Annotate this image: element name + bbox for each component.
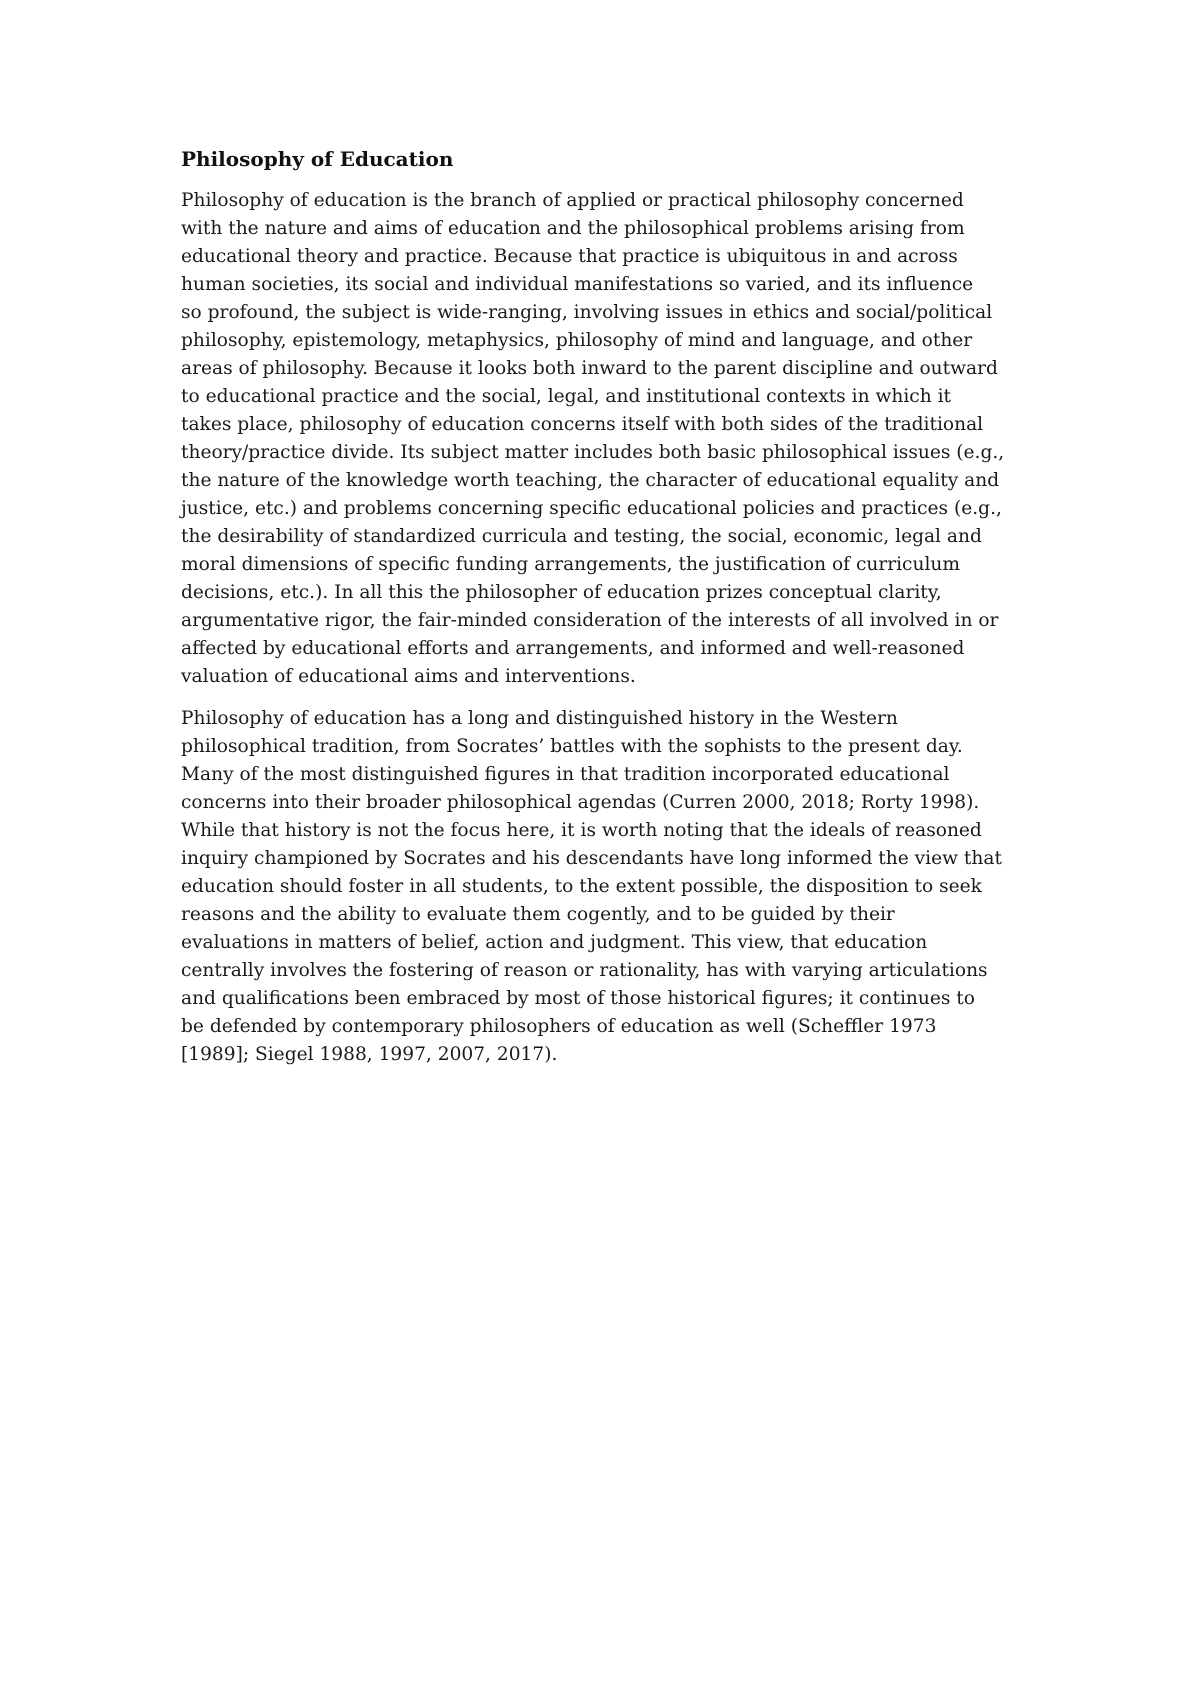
text-line: human societies, its social and individual manifestations so varied, and its influence [181, 274, 974, 295]
text-line: decisions, etc.). In all this the philosopher of education prizes conceptual clarity, [181, 582, 942, 603]
text-line: takes place, philosophy of education concerns itself with both sides of the traditional [181, 414, 984, 435]
paragraph-1 [181, 187, 1031, 691]
text-line: reasons and the ability to evaluate them cogently, and to be guided by their [181, 904, 895, 925]
text-line: Philosophy of education is the branch of applied or practical philosophy concerned [181, 190, 964, 211]
text-line: theory/practice divide. Its subject matter includes both basic philosophical issues (e.g., [181, 442, 1005, 463]
text-line: educational theory and practice. Because that practice is ubiquitous in and across [181, 246, 958, 267]
document-title: Philosophy of Education [181, 147, 454, 171]
text-line: affected by educational efforts and arrangements, and informed and well-reasoned [181, 638, 965, 659]
text-line: valuation of educational aims and interventions. [181, 666, 636, 687]
text-line: so profound, the subject is wide-ranging, involving issues in ethics and social/political [181, 302, 993, 323]
text-line: philosophy, epistemology, metaphysics, philosophy of mind and language, and other [181, 330, 973, 351]
text-line: concerns into their broader philosophical agendas (Curren 2000, 2018; Rorty 1998). [181, 792, 980, 813]
text-line: and qualifications been embraced by most of those historical figures; it continues to [181, 988, 975, 1009]
text-line: to educational practice and the social, legal, and institutional contexts in which it [181, 386, 952, 407]
text-line: inquiry championed by Socrates and his descendants have long informed the view that [181, 848, 1002, 869]
text-line: philosophical tradition, from Socrates’ battles with the sophists to the present day. [181, 736, 963, 757]
text-line: centrally involves the fostering of reason or rationality, has with varying articulations [181, 960, 988, 981]
paragraph-2 [181, 705, 1031, 1069]
text-line: [1989]; Siegel 1988, 1997, 2007, 2017). [181, 1044, 558, 1065]
text-line: be defended by contemporary philosophers of education as well (Scheffler 1973 [181, 1016, 937, 1037]
text-line: argumentative rigor, the fair-minded consideration of the interests of all involved in or [181, 610, 999, 631]
text-line: education should foster in all students, to the extent possible, the disposition to seek [181, 876, 982, 897]
document-body [181, 145, 1031, 1083]
text-line: moral dimensions of specific funding arrangements, the justification of curriculum [181, 554, 960, 575]
text-line: justice, etc.) and problems concerning specific educational policies and practices (e.g., [181, 498, 1002, 519]
text-line: the nature of the knowledge worth teaching, the character of educational equality and [181, 470, 1000, 491]
text-line: evaluations in matters of belief, action and judgment. This view, that education [181, 932, 928, 953]
text-line: Many of the most distinguished figures in that tradition incorporated educational [181, 764, 950, 785]
text-line: areas of philosophy. Because it looks both inward to the parent discipline and outward [181, 358, 998, 379]
text-line: with the nature and aims of education and the philosophical problems arising from [181, 218, 965, 239]
text-line: the desirability of standardized curricula and testing, the social, economic, legal and [181, 526, 982, 547]
text-line: While that history is not the focus here, it is worth noting that the ideals of reasoned [181, 820, 982, 841]
text-line: Philosophy of education has a long and distinguished history in the Western [181, 708, 898, 729]
